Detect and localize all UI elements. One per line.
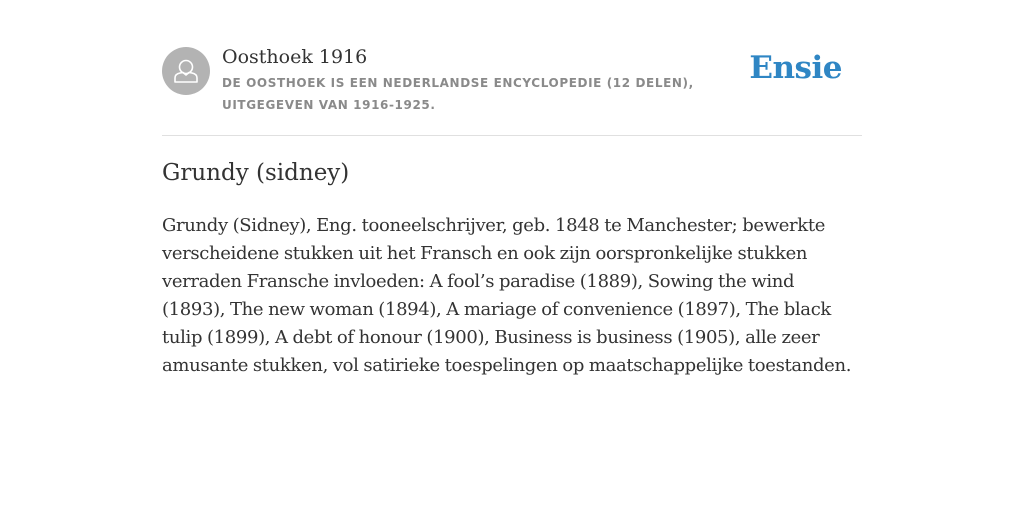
user-icon <box>162 47 210 95</box>
source-description: DE OOSTHOEK IS EEN NEDERLANDSE ENCYCLOPEDIE (12 DELEN), UITGEGEVEN VAN 1916-1925. <box>222 76 694 112</box>
entry-title: Grundy (sidney) <box>162 160 350 186</box>
source-header <box>162 46 862 136</box>
source-title[interactable]: Oosthoek 1916 <box>222 46 368 68</box>
entry-card <box>162 46 862 376</box>
source-avatar[interactable] <box>162 47 210 95</box>
entry-body: Grundy (Sidney), Eng. tooneelschrijver, geb. 1848 te Manchester; bewerkte verscheidene stukken uit het Fransch en ook zijn oorspronkelijke stukken verraden Fransche invloeden: A fool’s paradise (1889), Sowing the wind (1893), The new woman (1894), A mariage of convenience (1897), The black tulip (1899), A debt of honour (1900), Business is business (1905), alle zeer amusante stukken, vol satirieke toespelingen op maatschappelijke toestanden. <box>162 215 852 376</box>
brand-logo[interactable]: Ensie <box>749 50 842 86</box>
